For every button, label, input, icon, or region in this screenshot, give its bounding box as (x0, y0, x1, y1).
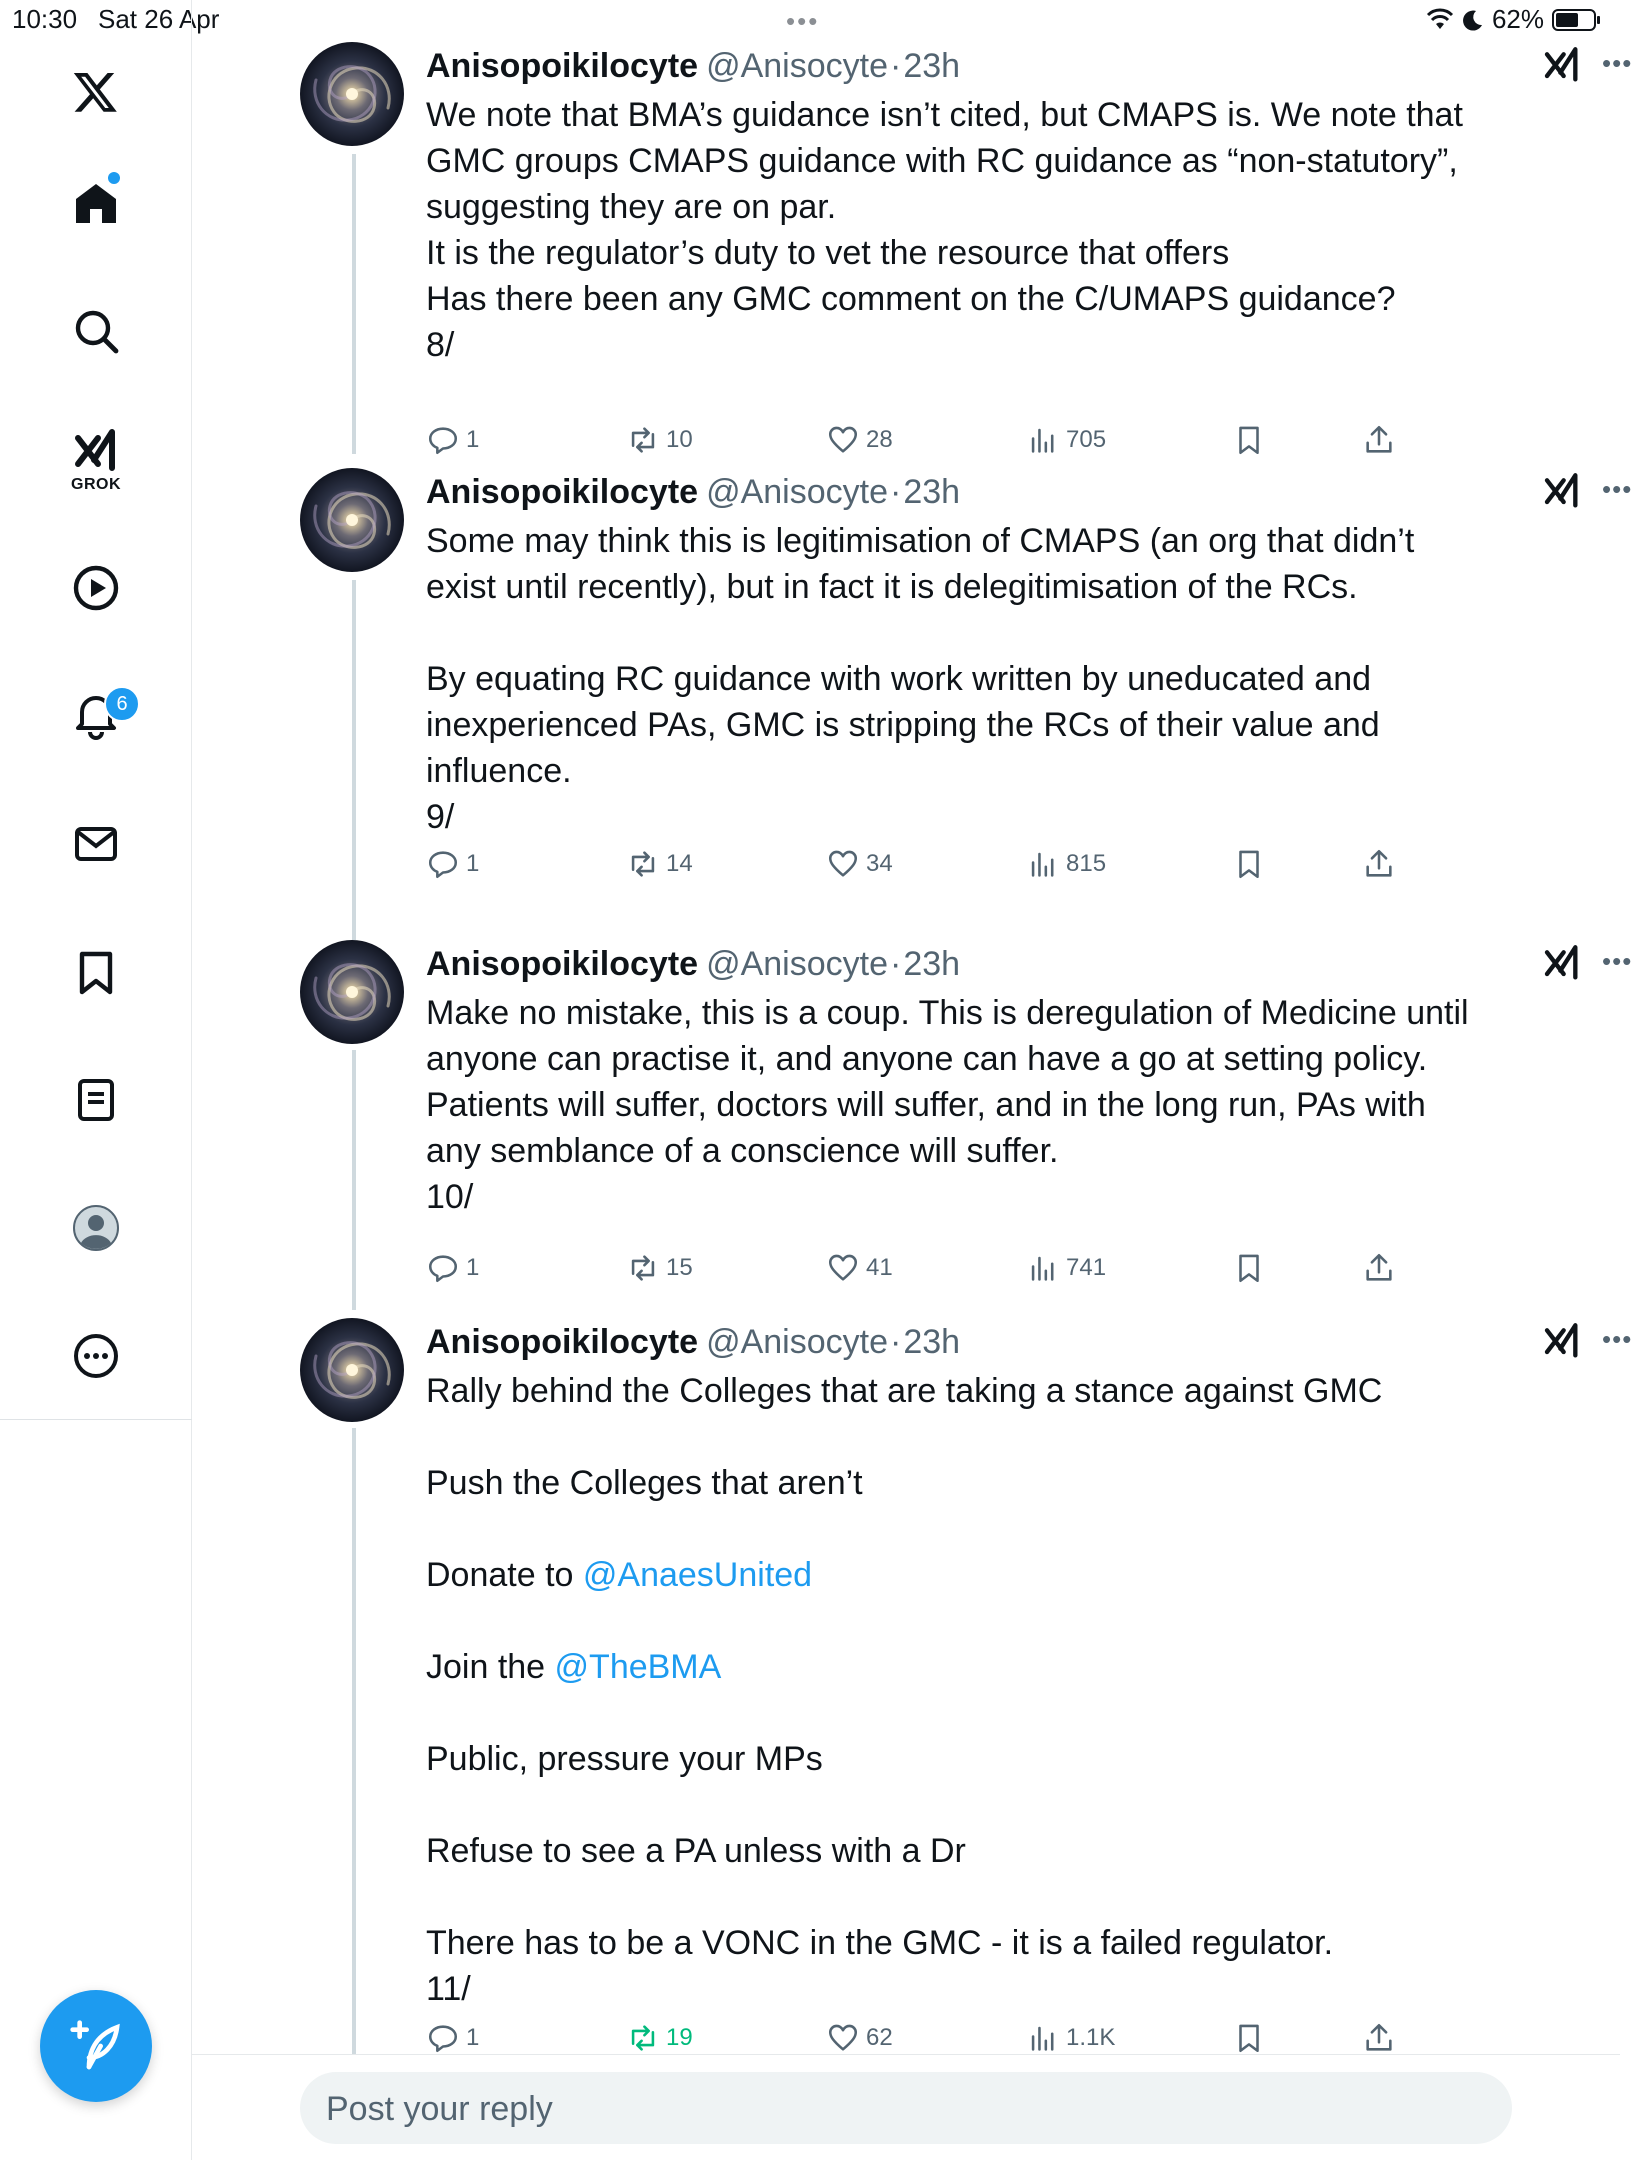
author-name[interactable]: Anisopoikilocyte (426, 1323, 699, 1361)
mention-link[interactable]: @TheBMA (554, 1648, 722, 1686)
list-icon (72, 1076, 120, 1124)
like-count: 28 (866, 426, 893, 453)
home-icon (72, 179, 120, 227)
author-handle[interactable]: @Anisocyte (706, 945, 888, 983)
tweet-time[interactable]: 23h (903, 945, 961, 983)
share-button[interactable] (1362, 2018, 1396, 2058)
repost-icon (626, 1251, 660, 1285)
author-name[interactable]: Anisopoikilocyte (426, 473, 699, 511)
views-chart-icon (1026, 847, 1060, 881)
repost-button[interactable] (626, 844, 693, 884)
bookmark-button[interactable] (1232, 844, 1266, 884)
mention-link[interactable]: @AnaesUnited (582, 1556, 813, 1594)
separator-dot: · (889, 945, 902, 983)
galaxy-image (300, 940, 404, 1044)
sidebar-divider (0, 1419, 192, 1420)
status-date: Sat 26 Apr (98, 4, 220, 34)
reply-input[interactable] (324, 2072, 1488, 2146)
status-bar (0, 0, 1620, 40)
avatar[interactable] (300, 42, 404, 146)
repost-count: 10 (666, 426, 693, 453)
tweet-actions (426, 2018, 1476, 2058)
views-chart-icon (1026, 1251, 1060, 1285)
notifications-badge: 6 (104, 686, 140, 722)
repost-icon (626, 847, 660, 881)
tweet-time[interactable]: 23h (903, 473, 961, 511)
tweet-text-segment: Rally behind the Colleges that are taking a stance against GMC Push the Colleges that aren’t Donate to (426, 1372, 1383, 1594)
like-button[interactable] (826, 844, 893, 884)
share-button[interactable] (1362, 1248, 1396, 1288)
reply-bar-divider (192, 2054, 1620, 2055)
grok-icon[interactable] (1542, 944, 1582, 984)
view-count: 815 (1066, 850, 1107, 877)
sidebar-item-messages[interactable] (56, 804, 136, 884)
view-count: 741 (1066, 1254, 1107, 1281)
views-button[interactable] (1026, 2018, 1115, 2058)
reply-button[interactable] (426, 420, 479, 460)
share-icon (1362, 847, 1396, 881)
heart-icon (826, 847, 860, 881)
tweet-actions (426, 1248, 1476, 1288)
reply-count: 1 (466, 1254, 480, 1281)
like-button[interactable] (826, 1248, 893, 1288)
compose-post-button[interactable] (40, 1990, 152, 2102)
avatar[interactable] (300, 468, 404, 572)
bookmark-button[interactable] (1232, 2018, 1266, 2058)
repost-count: 15 (666, 1254, 693, 1281)
view-count: 705 (1066, 426, 1107, 453)
tweet-text-segment: Public, pressure your MPs Refuse to see a PA unless with a Dr There has to be a VONC in the GMC - it is a failed regulator. 11/ (426, 1740, 1334, 2008)
bookmark-icon (1232, 847, 1266, 881)
sidebar-item-lists[interactable] (56, 1060, 136, 1140)
tweet-text-segment: Join the (426, 1648, 546, 1686)
more-options-icon[interactable]: ••• (1602, 1324, 1632, 1354)
reply-icon (426, 423, 460, 457)
tweet-time[interactable]: 23h (903, 1323, 961, 1361)
moon-icon (1462, 9, 1484, 31)
like-count: 41 (866, 1254, 893, 1281)
sidebar-item-profile[interactable] (56, 1188, 136, 1268)
tweet-text-segment: Some may think this is legitimisation of CMAPS (an org that didn’t exist until recently), but in fact it is delegitimisation of the RCs. By equating RC guidance with work written by uneducated and inexperienced PAs, GMC is stripping the RCs of their value and influence. 9/ (426, 522, 1415, 836)
share-icon (1362, 1251, 1396, 1285)
like-count: 62 (866, 2024, 893, 2051)
sidebar-item-video[interactable] (56, 548, 136, 628)
views-chart-icon (1026, 2021, 1060, 2055)
reply-count: 1 (466, 850, 480, 877)
tweet-actions (426, 844, 1476, 884)
reply-count: 1 (466, 2024, 480, 2051)
reply-button[interactable] (426, 2018, 479, 2058)
tweet-text (426, 990, 1476, 1220)
battery-icon (1552, 9, 1596, 31)
like-count: 34 (866, 850, 893, 877)
tweet-time[interactable]: 23h (903, 47, 961, 85)
author-handle[interactable]: @Anisocyte (706, 47, 888, 85)
galaxy-image (300, 468, 404, 572)
avatar[interactable] (300, 1318, 404, 1422)
tweet-header (426, 1318, 1476, 1366)
bookmark-icon (1232, 1251, 1266, 1285)
galaxy-image (300, 1318, 404, 1422)
grok-icon[interactable] (1542, 472, 1582, 512)
bookmark-icon (1232, 2021, 1266, 2055)
repost-icon (626, 423, 660, 457)
bookmark-button[interactable] (1232, 1248, 1266, 1288)
tweet-header (426, 42, 1476, 90)
tweet-header (426, 940, 1476, 988)
x-logo-icon[interactable] (56, 52, 136, 132)
author-handle[interactable]: @Anisocyte (706, 473, 888, 511)
like-button[interactable] (826, 420, 893, 460)
tweet-text (426, 1368, 1476, 2012)
views-button[interactable] (1026, 420, 1106, 460)
tweet-actions (426, 420, 1476, 460)
views-chart-icon (1026, 423, 1060, 457)
avatar[interactable] (300, 940, 404, 1044)
battery-percent: 62% (1491, 4, 1544, 34)
search-icon (72, 307, 120, 355)
author-handle[interactable]: @Anisocyte (706, 1323, 888, 1361)
heart-icon (826, 423, 860, 457)
view-count: 1.1K (1066, 2024, 1116, 2051)
grok-icon[interactable] (1542, 1322, 1582, 1362)
bookmark-button[interactable] (1232, 420, 1266, 460)
more-options-icon[interactable]: ••• (1602, 474, 1632, 504)
bookmark-icon (72, 948, 120, 996)
sidebar-item-more[interactable] (56, 1316, 136, 1396)
thread-connector (352, 1050, 356, 1310)
share-button[interactable] (1362, 420, 1396, 460)
repost-icon (626, 2021, 660, 2055)
galaxy-image (300, 42, 404, 146)
repost-count: 14 (666, 850, 693, 877)
avatar-icon (72, 1204, 120, 1252)
share-icon (1362, 423, 1396, 457)
tweet-text-segment: Make no mistake, this is a coup. This is deregulation of Medicine until anyone can practise it, and anyone can have a go at setting policy. Patients will suffer, doctors will suffer, and in the long run, PAs with any semblance of a conscience will suffer. 10/ (426, 994, 1469, 1216)
repost-button[interactable] (626, 2018, 693, 2058)
reply-icon (426, 847, 460, 881)
reply-button[interactable] (426, 1248, 479, 1288)
sidebar-item-bookmarks[interactable] (56, 932, 136, 1012)
thread-connector (352, 154, 356, 454)
envelope-icon (72, 820, 120, 868)
play-circle-icon (72, 564, 120, 612)
separator-dot: · (889, 473, 902, 511)
separator-dot: · (889, 47, 902, 85)
reply-composer[interactable] (300, 2072, 1512, 2144)
author-name[interactable]: Anisopoikilocyte (426, 47, 699, 85)
more-circle-icon (72, 1332, 120, 1380)
status-time: 10:30 (12, 4, 78, 34)
battery-level (1556, 13, 1578, 27)
views-button[interactable] (1026, 844, 1106, 884)
quill-plus-icon (68, 2018, 124, 2074)
wifi-icon (1426, 9, 1454, 31)
share-button[interactable] (1362, 844, 1396, 884)
reply-button[interactable] (426, 844, 479, 884)
home-unread-dot (108, 172, 120, 184)
author-name[interactable]: Anisopoikilocyte (426, 945, 699, 983)
tweet-header (426, 468, 1476, 516)
more-options-icon[interactable]: ••• (1602, 48, 1632, 78)
sidebar-item-home[interactable] (56, 163, 136, 243)
grok-icon (72, 428, 120, 476)
tweet-text (426, 518, 1476, 840)
reply-icon (426, 2021, 460, 2055)
heart-icon (826, 2021, 860, 2055)
repost-count: 19 (666, 2024, 693, 2051)
share-icon (1362, 2021, 1396, 2055)
more-options-icon[interactable]: ••• (1602, 946, 1632, 976)
sidebar-item-explore[interactable] (56, 291, 136, 371)
grok-label: GROK (71, 476, 121, 493)
heart-icon (826, 1251, 860, 1285)
sidebar (0, 0, 192, 2160)
views-button[interactable] (1026, 1248, 1106, 1288)
repost-button[interactable] (626, 1248, 693, 1288)
multitasking-dots-icon[interactable]: ••• (786, 6, 820, 36)
reply-count: 1 (466, 426, 480, 453)
bookmark-icon (1232, 423, 1266, 457)
repost-button[interactable] (626, 420, 693, 460)
tweet-text (426, 92, 1476, 368)
reply-icon (426, 1251, 460, 1285)
thread-connector (352, 1428, 356, 2054)
thread-connector (352, 580, 356, 940)
like-button[interactable] (826, 2018, 893, 2058)
grok-icon[interactable] (1542, 46, 1582, 86)
separator-dot: · (889, 1323, 902, 1361)
tweet-text-segment: We note that BMA’s guidance isn’t cited, but CMAPS is. We note that GMC groups CMAPS guidance with RC guidance as “non-statutory”, suggesting they are on par. It is the regulator’s duty to vet the resource that offers Has there been any GMC comment on the C/UMAPS guidance? 8/ (426, 96, 1463, 364)
